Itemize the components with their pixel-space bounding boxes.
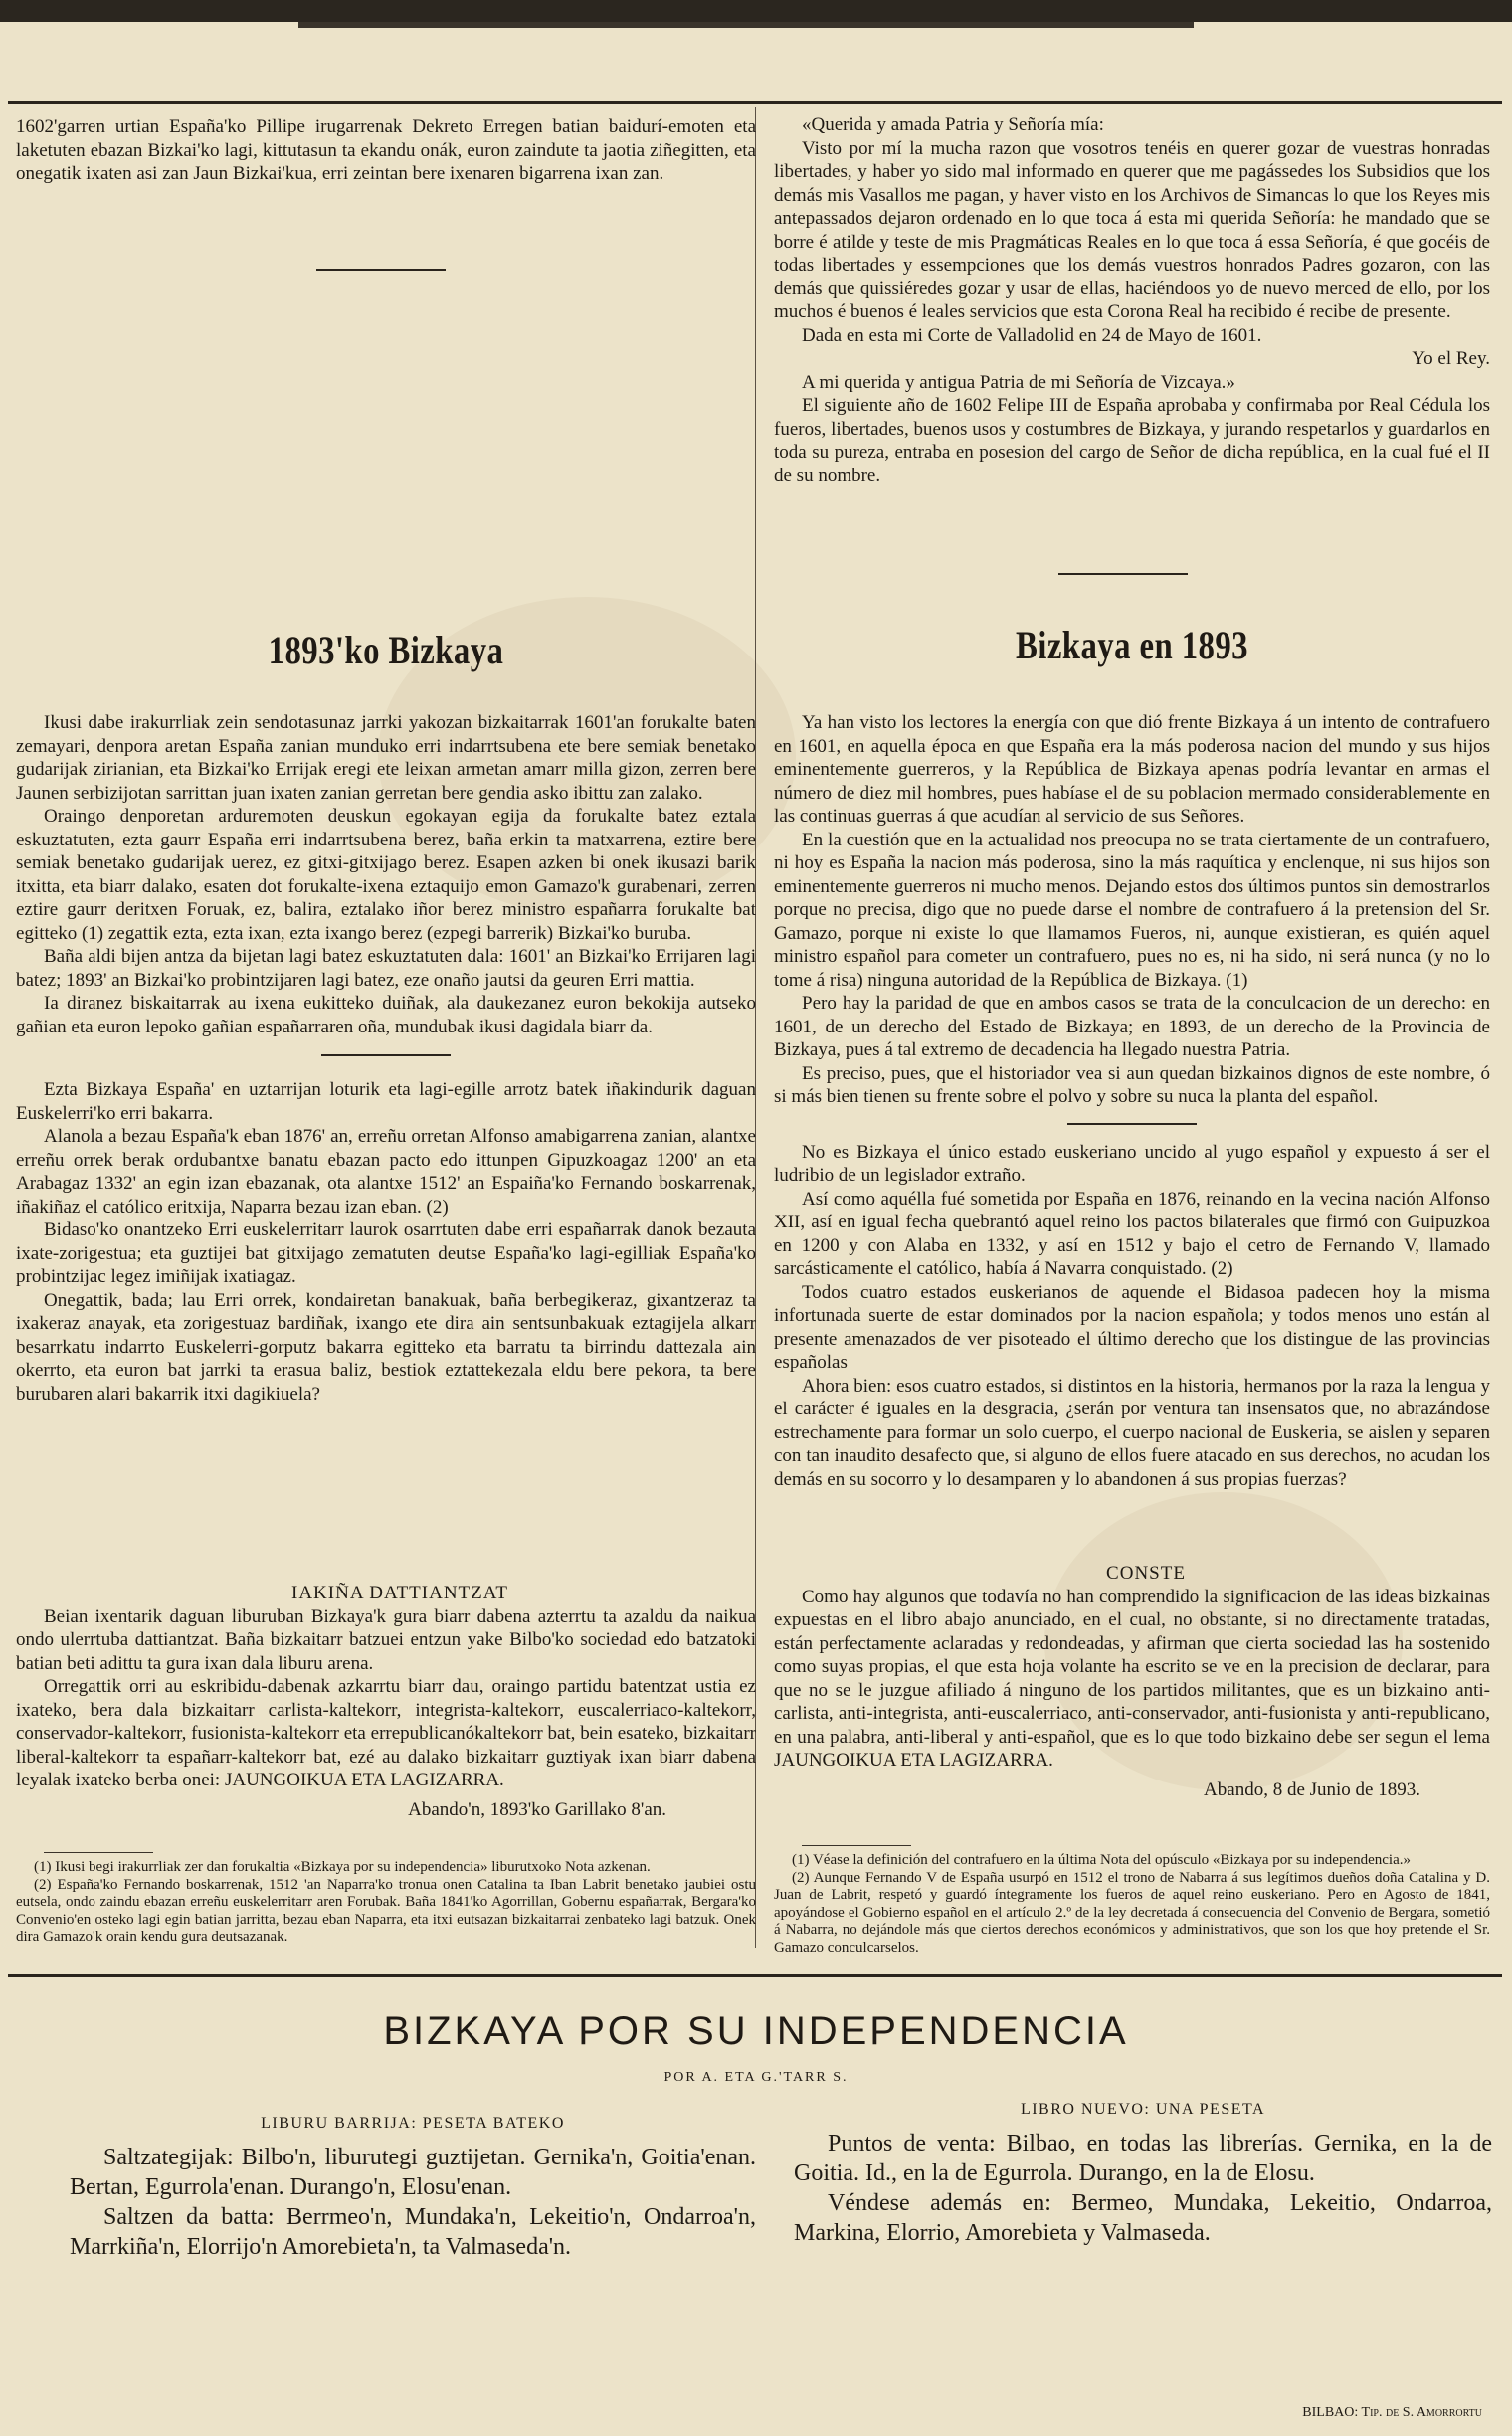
left-paragraph: Baña aldi bijen antza da bijetan lagi batez eskuztatuten dala: 1601' an Bizkai'ko Errijaren lagi batez; 1893' an Bizkai'ko probintzijaren lagi batez, eze onaño jautsi da geuren Erri mattia. — [16, 946, 756, 991]
left-paragraph: Ezta Bizkaya España' en uztarrijan loturik eta lagi-egille arrotz batek iñakindurik daguan Euskelerri'ko erri bakarra. — [16, 1079, 756, 1124]
top-rule — [8, 101, 1502, 104]
advert-left-paragraph: Saltzen da batta: Berrmeo'n, Mundaka'n, Lekeitio'n, Ondarroa'n, Marrkiña'n, Elorrijo'n Amorebieta'n, ta Valmaseda'n. — [70, 2204, 756, 2260]
right-column-article — [774, 711, 1490, 1491]
separator — [1067, 1123, 1197, 1125]
right-footnote: (1) Véase la definición del contrafuero en la última Nota del opúsculo «Bizkaya por su independencia.» — [792, 1852, 1412, 1868]
advert-byline: POR A. ETA G.'TARR S. — [663, 2070, 849, 2085]
masthead-remnant — [0, 0, 1512, 22]
footnote-rule — [44, 1852, 153, 1853]
advert-right — [794, 2095, 1492, 2248]
advert-right-paragraph: Puntos de venta: Bilbao, en todas las librerías. Gernika, en la de Goitia. Id., en la de Egurrola. Durango, en la de Elosu. — [794, 2131, 1492, 2186]
right-paragraph: No es Bizkaya el único estado euskeriano uncido al yugo español y expuesto á ser el ludribio de un legislador extraño. — [774, 1141, 1490, 1186]
advert-left-paragraph: Saltzategijak: Bilbo'n, liburutegi guztijetan. Gernika'n, Goitia'enan. Bertan, Egurrola'enan. Durango'n, Elosu'enan. — [70, 2145, 756, 2200]
right-royal-letter: Visto por mí la mucha razon que vosotros tenéis en querer gozar de vuestras honradas libertades, y haber yo sido mal informado en querer que me pagássedes los Subsidios que los demás mis Vasallos me pagan, y haver visto en los Archivos de Simancas lo que los Reyes mis antepassados dejaron ordenado en lo que toca á esta mi querida Señoría: he mandado que se borre é atilde y teste de mis Pragmáticas Reales en lo que toca á essa Señoría, é que gocéis de todas libertades y essempciones que los demás vuestros honrados Padres gozaron, con las demás que quissiéredes gozar y usar de ellas, haciéndoos yo de nuevo merced de ello, por los muchos é buenos é leales servicios que esta Corona Real ha recibido é recibe de presente. — [774, 137, 1490, 322]
left-intro: 1602'garren urtian España'ko Pillipe irugarrenak Dekreto Erregen batian baidurí-emoten eta laketuten ebazan Bizkai'ko lagi, kittutasun ta ekandu onák, euron zaindute ta jaotia ziñegitten, eta onegatik ixaten asi zan Jaun Bizkai'kua, erri zeintan bere ixenaren bigarrena ixan zan. — [16, 116, 756, 184]
footnote-rule — [802, 1845, 911, 1846]
right-salute: «Querida y amada Patria y Señoría mía: — [802, 114, 1104, 135]
left-article-title: 1893'ko Bizkaya — [268, 628, 504, 672]
advert-title: BIZKAYA POR SU INDEPENDENCIA — [383, 2009, 1129, 2053]
left-title-wrap — [16, 627, 756, 673]
advert-right-heading: LIBRO NUEVO: UNA PESETA — [1020, 2101, 1266, 2118]
advert-left-heading: LIBURU BARRIJA: PESETA BATEKO — [261, 2115, 565, 2132]
masthead-remnant-edge — [298, 22, 1194, 28]
left-paragraph: Alanola a bezau España'k eban 1876' an, erreñu orretan Alfonso amabigarrena zanian, alantxe erreñu orrek berak ordubantxe banatu ebazan pacto edo ittunpen Gipuzkoagaz 1200' an eta Arabagaz 1332' an egin izan ebazanak, ota alantxe 1512' an Espaiña'ko Fernando boskarrenak, iñakiñaz el católico eritxija, Naparra bezau izan eban. (2) — [16, 1126, 756, 1218]
bottom-rule — [8, 1974, 1502, 1977]
right-footnotes — [774, 1845, 1490, 1957]
right-addressee: A mi querida y antigua Patria de mi Señoría de Vizcaya.» — [802, 371, 1235, 393]
right-title-wrap — [774, 622, 1490, 668]
right-notice-title: CONSTE — [1106, 1563, 1186, 1584]
left-notice — [16, 1582, 756, 1821]
right-paragraph: Es preciso, pues, que el historiador vea si aun quedan bizkainos dignos de este nombre, ó si más bien tienen su frente sobre el polvo y sobre su nuca la planta del español. — [774, 1062, 1490, 1107]
separator — [1058, 573, 1188, 575]
right-king: Yo el Rey. — [1412, 348, 1490, 369]
separator — [321, 1054, 451, 1056]
left-paragraph: Bidaso'ko onantzeko Erri euskelerritarr laurok osarrtuten dabe erri españarrak danok bezauta ixate-zorigestua; eta guztijei bat gitxijago zematuten deutse España'ko lagi-egilliak España'ko probintzijac legez imiñijak ixatiagaz. — [16, 1219, 756, 1287]
right-paragraph: Pero hay la paridad de que en ambos casos se trata de la conculcacion de un derecho: en 1601, de un derecho del Estado de Bizkaya; en 1893, de un derecho de la Provincia de Bizkaya, pues á tal extremo de decadencia ha llegado nuestra Patria. — [774, 993, 1490, 1060]
right-paragraph: En la cuestión que en la actualidad nos preocupa no se trata ciertamente de un contrafuero, ni hoy es España la nacion más poderosa, sino la más raquítica y enclenque, ni sus hijos son eminentemente guerreros ni mucho menos. Dejando estos dos últimos puntos sin demostrarlos porque no precisa, digo que no puede darse el nombre de contrafuero á la pretension del Sr. Gamazo, porque ni existe lo que llamamos Fueros, ni, aunque existieran, es quién aquel ministro español para cometer un contrafuero, pues no es, ni ha sido, ni será nunca (y no lo tome á risa) ninguna autoridad de la República de Bizkaya. (1) — [774, 829, 1490, 991]
left-paragraph: Ia diranez biskaitarrak au ixena eukitteko duiñak, ala daukezanez euron bekokija autseko gañian eta euron lepoko gañian españarraren oña, mundubak ikusi dagidala biarr da. — [16, 993, 756, 1037]
left-signoff: Abando'n, 1893'ko Garillako 8'an. — [408, 1798, 666, 1820]
left-paragraph: Onegattik, bada; lau Erri orrek, kondairetan banakuak, baña berbegikeraz, gixantzeraz ta ixakeraz anayak, eta zorigestuaz bardiñak, ixango ete dira ain sentsunbakuak eztagijela alkarr besarrkatu indarrto Euskelerri-gorputz bakarra egitteko eta barratu ta birrindu dattezala ain okerrto, eta euron bat jarrki ta erasua baliz, bestiok eztattekezala eldu bere pekora, ta bere burubaren alari bakarrik itxi dagikiuela? — [16, 1289, 756, 1405]
left-notice-paragraph: Beian ixentarik daguan liburuban Bizkaya'k gura biarr dabena azterrtu ta azaldu da naikua ondo ulerrtuba dattiantzat. Baña bizkaitarr batzuei entzun yake Bilbo'ko sociedad edo batzatoki batian beti adittu ta gura ixan dala liburu arena. — [16, 1605, 756, 1674]
separator — [316, 269, 446, 271]
left-footnote: (1) Ikusi begi irakurrliak zer dan forukaltia «Bizkaya por su independencia» liburutxoko Nota azkenan. — [34, 1859, 651, 1875]
right-notice — [774, 1562, 1490, 1801]
right-paragraph: Ahora bien: esos cuatro estados, si distintos en la historia, hermanos por la raza la lengua y el carácter é iguales en la desgracia, ¿serán por ventura tan insensatos que, no abrazándose estrechamente para formar un solo cuerpo, el cuerpo nacional de Euskeria, se aislen y separen con tan inaudito desafecto que, si alguno de ellos fuere atacado en sus derechos, no acudan los demás en su socorro y lo desamparen y lo abandonen á sus propias fuerzas? — [774, 1375, 1490, 1490]
right-paragraph: Ya han visto los lectores la energía con que dió frente Bizkaya á un intento de contrafuero en 1601, en aquella época en que España era la más poderosa nacion del mundo y sus hijos eminentemente guerreros, y la República de Bizkaya apenas podría levantar en armas el número de diez mil hombres, pues habíase el de su poblacion mermado considerablemente en las continuas guerras á que acudían al servicio de sus Señores. — [774, 712, 1490, 827]
left-column-intro — [16, 115, 756, 186]
right-article-title: Bizkaya en 1893 — [1016, 623, 1248, 667]
printer-imprint: BILBAO: Tip. de S. Amorrortu — [1302, 2405, 1482, 2420]
advert-right-paragraph: Véndese además en: Bermeo, Mundaka, Lekeitio, Ondarroa, Markina, Elorrio, Amorebieta y Valmaseda. — [794, 2190, 1492, 2246]
right-dated: Dada en esta mi Corte de Valladolid en 24 de Mayo de 1601. — [802, 324, 1262, 346]
right-signoff: Abando, 8 de Junio de 1893. — [1204, 1779, 1420, 1800]
left-paragraph: Oraingo denporetan arduremoten deuskun egokayan egija da forukalte batez eztala eskuztatuten, ezta gaurr España erri indarrtsubena berez, baña erkin ta matxarrena, eztire bere semiak benetako gudarijak uerez, ez gitxi-gitxijago berez. Esapen azken bi onek ikusazi barik itxitta, eta biarr dalako, esaten dot forukalte-ixena eztaquijo emon Gamazo'k gurabenari, zerren eztire gaurr deritxen Foruak, ez, balira, eztalako iñor berez ministro españarra forukalte bat egitteko (1) zegattik ezta, ezta ixan, ezta ixango berez (ezpegi barrerik) Bizkai'ko buruba. — [16, 806, 756, 944]
left-footnote: (2) España'ko Fernando boskarrenak, 1512 'an Naparra'ko tronua onen Catalina ta Iban Labrit benetako jaubiei ostu eutsela, ondo zaindu ebazan erreñu euskelerritarr aren Forubak. Baña 1841'ko Agorrillan, Gobernu españarrak, Bergara'ko Convenio'en osteko lagi egin batian jarritta, bezau eban Naparra, eta itxi eutsazan bizkaitarrai zenbateko lagi batzuk. Onek dira Gamazo'k orain kendu gura deutsazanak. — [16, 1876, 756, 1945]
left-notice-title: IAKIÑA DATTIANTZAT — [291, 1583, 508, 1603]
right-column-intro — [774, 113, 1490, 487]
left-column-article — [16, 711, 756, 1405]
left-footnotes — [16, 1852, 756, 1947]
right-paragraph: Todos cuatro estados euskerianos de aquende el Bidasoa padecen hoy la misma infortunada suerte de estar dominados por la nacion española; y todos menos uno están al presente amenazados de ver pisoteado el último derecho que los distingue de las provincias españolas — [774, 1281, 1490, 1373]
right-notice-paragraph: Como hay algunos que todavía no han comprendido la significacion de las ideas bizkainas expuestas en el libro abajo anunciado, en el cual, no obstante, si no directamente tratadas, están perfectamente aclaradas y redondeadas, y afirman que cierta sociedad las ha sostenido como suyas propias, el que esta hoja volante ha escrito se ve en la precision de declarar, para que no se le juzgue afiliado á ninguno de los partidos militantes, que es un bizkaino anti-carlista, anti-integrista, anti-euscalerriaco, anti-conservador, anti-fusionista y anti-republicano, en una palabra, anti-liberal y anti-español, que es lo que todo bizkaino debe ser segun el lema JAUNGOIKUA ETA LAGIZARRA. — [774, 1586, 1490, 1771]
left-paragraph: Ikusi dabe irakurrliak zein sendotasunaz jarrki yakozan bizkaitarrak 1601'an forukalte baten zemayari, denpora aretan España zanian munduko erri indarrtsubena ete bere semiak benetako gudarijak zirianian, eta Bizkai'ko Errijak eregi ete leixan armetan amarr milla gizon, zerren bere Jaunen serbizijotan sarrittan juan ixaten zanian gerretan bere gendia asko ibittu zan zalako. — [16, 712, 756, 804]
advert-left — [70, 2109, 756, 2262]
right-footnote: (2) Aunque Fernando V de España usurpó en 1512 el trono de Nabarra á sus legítimos dueños doña Catalina y D. Juan de Labrit, respetó y guardó íntegramente los fueros de aquel reino euskeriano. Pero en Agosto de 1841, apoyándose el Gobierno español en el artículo 2.º de la ley decretada á consecuencia del Convenio de Bergara, sometió á Nabarra, no dejándole más que ciertos derechos económicos y administrativos, que son los que hoy pretende el Sr. Gamazo conculcarselos. — [774, 1869, 1490, 1956]
left-notice-paragraph: Orregattik orri au eskribidu-dabenak azkarrtu biarr dau, oraingo partidu batentzat ustia ez ixateko, bera dala bizkaitarr carlista-kaltekorr, integrista-kaltekorr, euscalerriaco-kaltekorr, conservador-kaltekorr, fusionista-kaltekorr eta errepublicanókaltekorr bat, bein esateko, bizkaitarr liberal-kaltekorr ta españarr-kaltekorr bat, ezé au dalako bizkaitarr guztiyak ixan biarr dabena leyalak ixateko berba onei: JAUNGOIKUA ETA LAGIZARRA. — [16, 1676, 756, 1790]
right-paragraph: Así como aquélla fué sometida por España en 1876, reinando en la vecina nación Alfonso XII, así en igual fecha quebrantó aquel reino los pactos bilaterales que firmó con Guipuzkoa en 1200 y con Alaba en 1332, y así en 1512 y bajo el cetro de Fernando V, llamado sarcásticamente el católico, había á Navarra conquistado. (2) — [774, 1188, 1490, 1279]
right-paragraph: El siguiente año de 1602 Felipe III de España aprobaba y confirmaba por Real Cédula los fueros, libertades, buenos usos y costumbres de Bizkaya, y jurando respetarlos y guardarlos en toda su pureza, entraba en posesion del cargo de Señor de dicha república, en la cual fué el II de su nombre. — [774, 395, 1490, 486]
